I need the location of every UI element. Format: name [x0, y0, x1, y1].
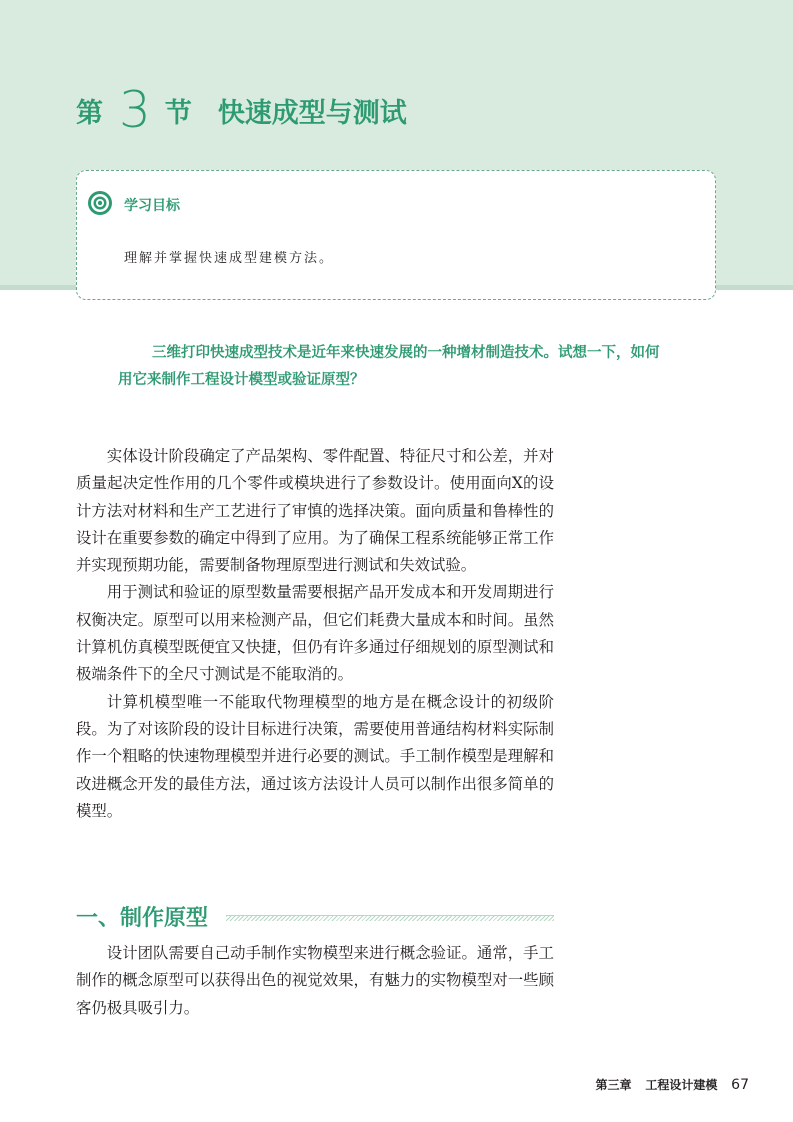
section-heading — [76, 80, 407, 140]
footer-chapter: 第三章 — [595, 1078, 632, 1092]
subsection-title: 一、制作原型 — [76, 905, 209, 931]
learning-objectives-box — [76, 170, 716, 300]
section-suffix: 节 — [164, 97, 192, 129]
heading-rule — [226, 915, 554, 921]
body-paragraph: 设计团队需要自己动手制作实物模型来进行概念验证。通常，手工制作的概念原型可以获得出色的视觉效果，有魅力的实物模型对一些顾客仍极具吸引力。 — [76, 944, 554, 1017]
intro-question — [118, 340, 678, 394]
page-footer — [595, 1076, 749, 1093]
body-paragraph: 计算机模型唯一不能取代物理模型的地方是在概念设计的初级阶段。为了对该阶段的设计目标进行决策，需要使用普通结构材料实际制作一个粗略的快速物理模型并进行必要的测试。手工制作模型是理解和改进概念开发的最佳方法，通过该方法设计人员可以制作出很多简单的模型。 — [76, 692, 554, 820]
learning-objectives-label: 学习目标 — [124, 198, 180, 214]
intro-line-2: 用它来制作工程设计模型或验证原型？ — [118, 372, 365, 388]
learning-objectives-text: 理解并掌握快速成型建模方法。 — [124, 251, 335, 266]
target-icon — [87, 190, 113, 216]
body-text — [76, 443, 554, 825]
section-prefix: 第 — [76, 97, 103, 129]
subsection-text — [76, 940, 554, 1022]
subsection-heading — [76, 898, 554, 934]
page-title: 快速成型与测试 — [217, 97, 407, 129]
body-paragraph: 实体设计阶段确定了产品架构、零件配置、特征尺寸和公差，并对质量起决定性作用的几个零件或模块进行了参数设计。使用面向X的设计方法对材料和生产工艺进行了审慎的选择决策。面向质量和鲁棒性的设计在重要参数的确定中得到了应用。为了确保工程系统能够正常工作并实现预期功能，需要制备物理原型进行测试和失效试验。 — [76, 447, 554, 575]
body-paragraph: 用于测试和验证的原型数量需要根据产品开发成本和开发周期进行权衡决定。原型可以用来检测产品，但它们耗费大量成本和时间。虽然计算机仿真模型既便宜又快捷，但仍有许多通过仔细规划的原型测试和极端条件下的全尺寸测试是不能取消的。 — [76, 583, 554, 684]
section-number: 3 — [119, 81, 151, 139]
page-number: 67 — [731, 1077, 749, 1093]
intro-line-1: 三维打印快速成型技术是近年来快速发展的一种增材制造技术。试想一下，如何 — [152, 345, 660, 361]
footer-chapter-title: 工程设计建模 — [645, 1078, 718, 1092]
